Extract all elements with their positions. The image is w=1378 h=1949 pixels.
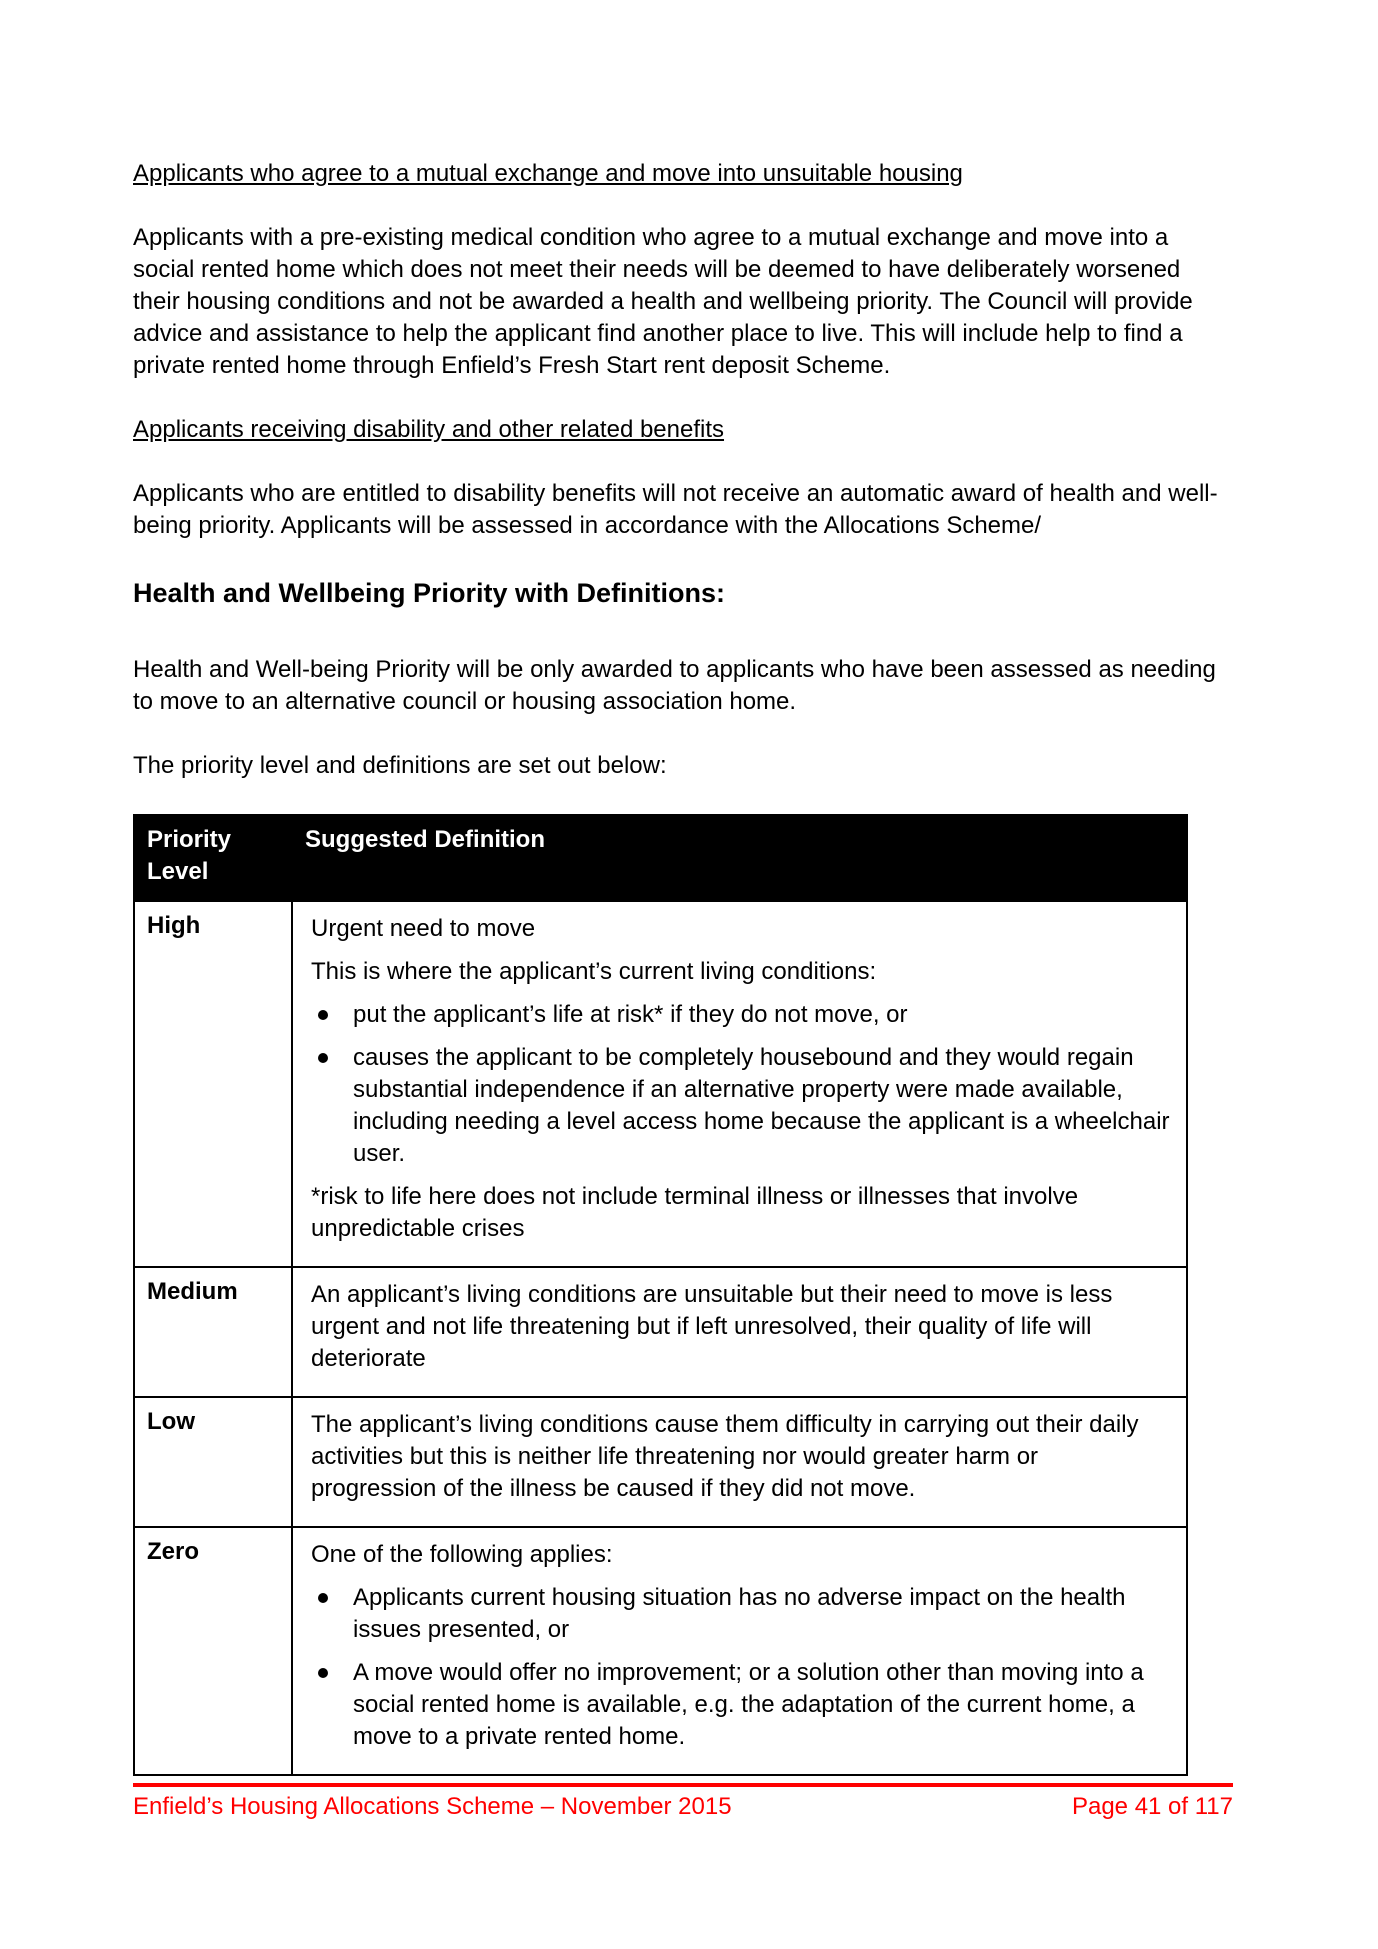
paragraph-health-wellbeing: Health and Well-being Priority will be only awarded to applicants who have been assessed as needing to move to an alternative council or housing association home.: [133, 656, 1216, 715]
table-row-medium: [134, 1267, 1187, 1397]
definition-high-bullet-list: [311, 999, 1170, 1170]
page-footer: [133, 1783, 1233, 1822]
table-header-row: [134, 815, 1187, 901]
priority-definitions-table: [133, 814, 1188, 1776]
definition-high-line1: Urgent need to move: [311, 915, 536, 942]
footer-page-number: Page 41 of 117: [1071, 1793, 1233, 1820]
definition-zero-bullet-list: [311, 1582, 1170, 1753]
definition-high-line2: This is where the applicant’s current living conditions:: [311, 958, 877, 985]
definition-low-text: The applicant’s living conditions cause them difficulty in carrying out their daily activities but this is neither life threatening nor would greater harm or progression of the illness be caused if they did not move.: [311, 1411, 1139, 1502]
definition-high: [292, 901, 1187, 1267]
paragraph-disability-benefits: Applicants who are entitled to disability benefits will not receive an automatic award of health and well-being priority. Applicants will be assessed in accordance with the Allocations Scheme/: [133, 480, 1218, 539]
definition-high-footnote: *risk to life here does not include terminal illness or illnesses that involve unpredictable crises: [311, 1183, 1079, 1242]
table-row-low: [134, 1397, 1187, 1527]
definition-zero-bullet2: A move would offer no improvement; or a solution other than moving into a social rented home is available, e.g. the adaptation of the current home, a move to a private rented home.: [311, 1657, 1170, 1753]
definition-medium-text: An applicant’s living conditions are unsuitable but their need to move is less urgent and not life threatening but if left unresolved, their quality of life will deteriorate: [311, 1281, 1113, 1372]
section-heading-health-wellbeing: Health and Wellbeing Priority with Definitions:: [133, 578, 726, 608]
definition-zero-bullet1: Applicants current housing situation has no adverse impact on the health issues presented, or: [311, 1582, 1170, 1646]
document-content: [133, 126, 1233, 1776]
definition-medium: [292, 1267, 1187, 1397]
table-header-suggested-definition: Suggested Definition: [292, 815, 1187, 901]
priority-level-low: Low: [134, 1397, 292, 1527]
paragraph-table-intro: The priority level and definitions are set out below:: [133, 752, 667, 779]
table-row-high: [134, 901, 1187, 1267]
table-row-zero: [134, 1527, 1187, 1775]
priority-level-high: High: [134, 901, 292, 1267]
priority-level-medium: Medium: [134, 1267, 292, 1397]
definition-low: [292, 1397, 1187, 1527]
section-heading-mutual-exchange: Applicants who agree to a mutual exchange and move into unsuitable housing: [133, 160, 963, 187]
definition-zero-line1: One of the following applies:: [311, 1541, 613, 1568]
footer-document-title: Enfield’s Housing Allocations Scheme – November 2015: [133, 1793, 732, 1820]
paragraph-mutual-exchange: Applicants with a pre-existing medical condition who agree to a mutual exchange and move into a social rented home which does not meet their needs will be deemed to have deliberately worsened their housing conditions and not be awarded a health and wellbeing priority. The Council will provide advice and assistance to help the applicant find another place to live. This will include help to find a private rented home through Enfield’s Fresh Start rent deposit Scheme.: [133, 224, 1193, 379]
table-header-priority-level: Priority Level: [134, 815, 292, 901]
priority-level-zero: Zero: [134, 1527, 292, 1775]
definition-high-bullet1: put the applicant’s life at risk* if they do not move, or: [311, 999, 1170, 1031]
definition-high-bullet2: causes the applicant to be completely housebound and they would regain substantial independence if an alternative property were made available, including needing a level access home because the applicant is a wheelchair user.: [311, 1042, 1170, 1170]
definition-zero: [292, 1527, 1187, 1775]
section-heading-disability-benefits: Applicants receiving disability and other related benefits: [133, 416, 725, 443]
